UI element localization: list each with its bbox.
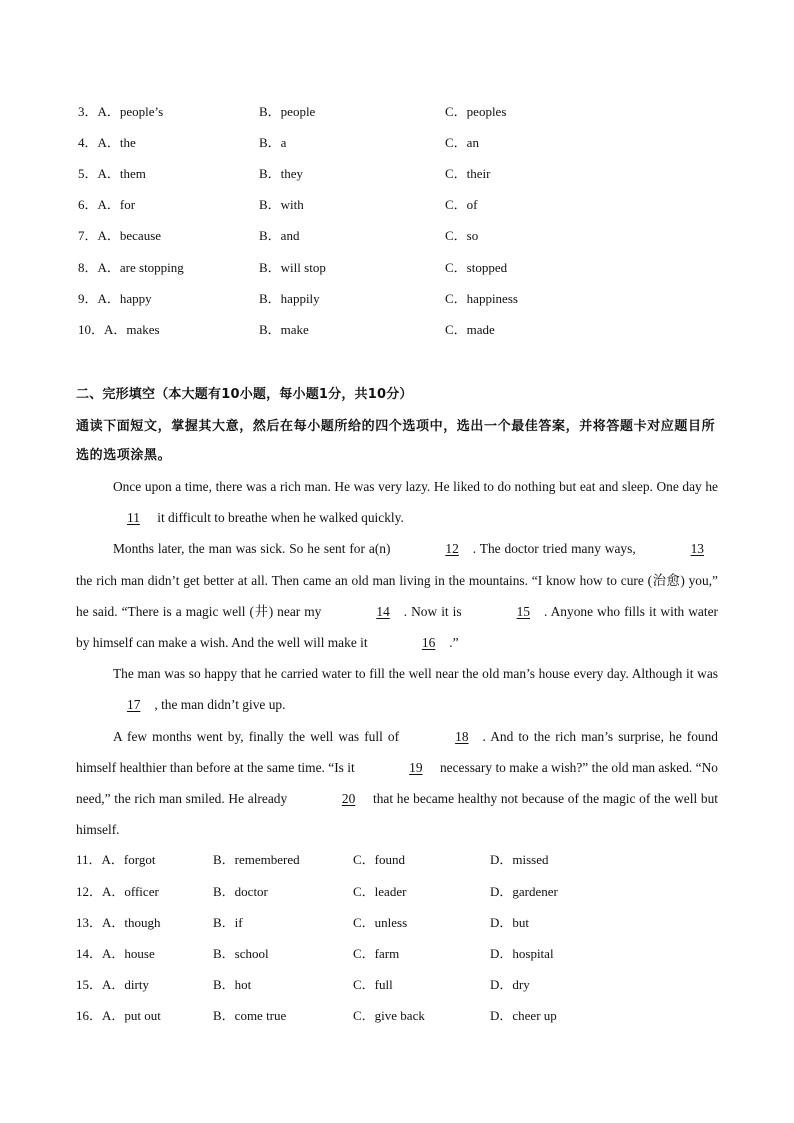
option-b: B．people xyxy=(259,104,316,119)
option-c: C．full xyxy=(353,977,393,992)
option-b: B．school xyxy=(213,946,269,961)
question-13-options xyxy=(0,912,794,934)
blank-15: 15 xyxy=(516,603,530,619)
passage-paragraph: Once upon a time, there was a rich man. He was very lazy. He liked to do nothing but eat and sleep. One day he 11 it difficult to breathe when he walked quickly. xyxy=(76,471,718,533)
option-d: D．dry xyxy=(490,977,530,992)
option-b: B．doctor xyxy=(213,884,268,899)
section-title: 二、完形填空（本大题有10小题，每小题1分，共10分） xyxy=(76,387,413,402)
option-a: 16．A．put out xyxy=(76,1008,161,1023)
option-b: B．remembered xyxy=(213,852,300,867)
option-b: B．make xyxy=(259,322,309,337)
question-10-options xyxy=(0,319,794,341)
question-9-options xyxy=(0,288,794,310)
option-c: C．leader xyxy=(353,884,407,899)
blank-13: 13 xyxy=(690,541,704,557)
option-c: C．peoples xyxy=(445,104,507,119)
question-4-options xyxy=(0,132,794,154)
question-8-options xyxy=(0,257,794,279)
question-7-options xyxy=(0,225,794,247)
blank-18: 18 xyxy=(455,728,469,744)
option-d: D．but xyxy=(490,915,530,930)
question-3-options xyxy=(0,101,794,123)
question-16-options xyxy=(0,1005,794,1027)
question-15-options xyxy=(0,974,794,996)
option-c: C．happiness xyxy=(445,291,518,306)
blank-14: 14 xyxy=(376,603,390,619)
option-a: 11．A．forgot xyxy=(76,852,156,867)
option-a: 6．A．for xyxy=(78,197,136,212)
option-b: B．with xyxy=(259,197,304,212)
question-5-options xyxy=(0,163,794,185)
option-a: 4．A．the xyxy=(78,135,136,150)
option-b: B．will stop xyxy=(259,260,326,275)
option-b: B．they xyxy=(259,166,304,181)
blank-16: 16 xyxy=(421,635,436,651)
option-a: 5．A．them xyxy=(78,166,146,181)
option-c: C．farm xyxy=(353,946,400,961)
option-c: C．give back xyxy=(353,1008,425,1023)
blank-19: 19 xyxy=(409,759,423,775)
question-14-options xyxy=(0,943,794,965)
option-a: 10．A．makes xyxy=(78,322,160,337)
option-c: C．unless xyxy=(353,915,408,930)
option-a: 7．A．because xyxy=(78,228,162,243)
option-a: 9．A．happy xyxy=(78,291,152,306)
question-11-options xyxy=(0,849,794,871)
option-d: D．gardener xyxy=(490,884,558,899)
option-c: C．their xyxy=(445,166,491,181)
option-b: B．if xyxy=(213,915,243,930)
option-b: B．come true xyxy=(213,1008,287,1023)
option-c: C．of xyxy=(445,197,478,212)
option-c: C．so xyxy=(445,228,479,243)
option-a: 8．A．are stopping xyxy=(78,260,184,275)
option-d: D．hospital xyxy=(490,946,554,961)
option-b: B．happily xyxy=(259,291,320,306)
section-instructions: 通读下面短文，掌握其大意，然后在每小题所给的四个选项中，选出一个最佳答案，并将答题卡对应题目所选的选项涂黑。 xyxy=(76,419,716,463)
question-6-options xyxy=(0,194,794,216)
option-a: 13．A．though xyxy=(76,915,161,930)
blank-12: 12 xyxy=(445,541,459,557)
blank-11: 11 xyxy=(127,510,140,526)
blank-20: 20 xyxy=(341,791,356,807)
option-d: D．missed xyxy=(490,852,549,867)
option-b: B．a xyxy=(259,135,287,150)
option-c: C．made xyxy=(445,322,495,337)
option-d: D．cheer up xyxy=(490,1008,557,1023)
passage-paragraph: The man was so happy that he carried water to fill the well near the old man’s house every day. Although it was 17 , the man didn’t give up. xyxy=(76,658,718,720)
option-c: C．stopped xyxy=(445,260,508,275)
option-a: 12．A．officer xyxy=(76,884,159,899)
option-c: C．an xyxy=(445,135,479,150)
option-b: B．hot xyxy=(213,977,252,992)
option-b: B．and xyxy=(259,228,300,243)
cloze-passage xyxy=(76,471,718,845)
question-12-options xyxy=(0,881,794,903)
option-a: 15．A．dirty xyxy=(76,977,149,992)
blank-17: 17 xyxy=(127,697,141,713)
option-c: C．found xyxy=(353,852,406,867)
option-a: 14．A．house xyxy=(76,946,155,961)
passage-paragraph: Months later, the man was sick. So he sent for a(n) 12 . The doctor tried many ways, 13 the rich man didn’t get better at all. Then came an old man living in the mountains. “I know how to cure (治愈) you,” he said. “There is a magic well (井) near my 14 . Now it is 15 . Anyone who fills it with water by himself can make a wish. And the well will make it 16 .” xyxy=(76,533,718,658)
passage-paragraph: A few months went by, finally the well was full of 18 . And to the rich man’s surprise, he found himself healthier than before at the same time. “Is it 19 necessary to make a wish?” the old man asked. “No need,” the rich man smiled. He already 20 that he became healthy not because of the magic of the well but himself. xyxy=(76,721,718,846)
option-a: 3．A．people’s xyxy=(78,104,164,119)
